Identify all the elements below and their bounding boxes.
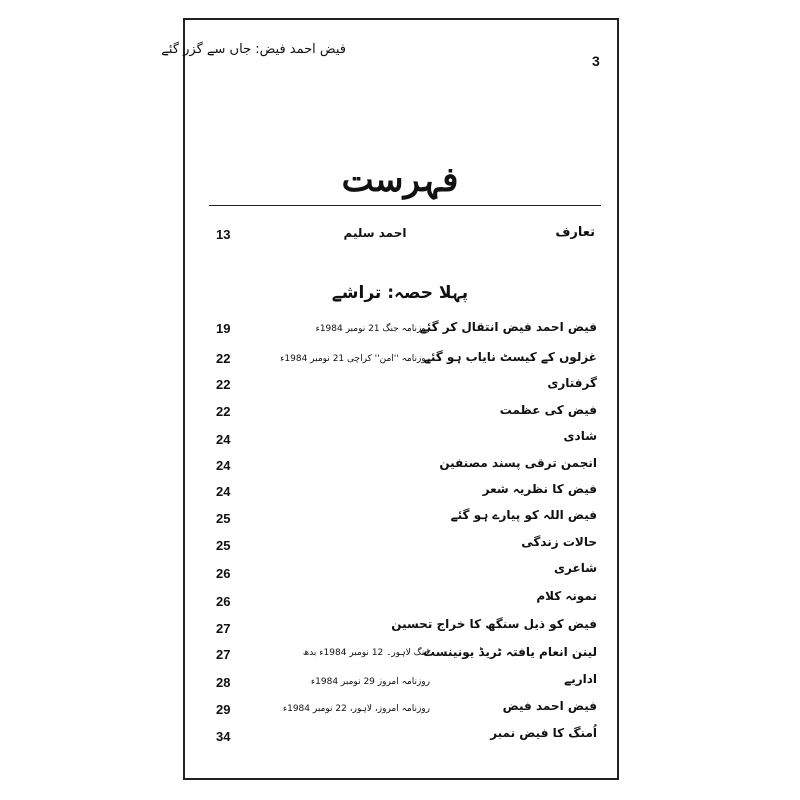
toc-entry-title: فیض کا نظریہ شعر <box>482 482 597 496</box>
toc-entry-title: فیض کی عظمت <box>499 403 597 417</box>
toc-entry-source: روزنامہ امروز، لاہور، 22 نومبر 1984ء <box>282 704 430 714</box>
toc-entry-page: 27 <box>216 621 231 636</box>
toc-entry-title: انجمن ترقی پسند مصنفین <box>439 456 597 470</box>
toc-entry-page: 28 <box>216 675 231 690</box>
toc-entry-page: 24 <box>216 484 231 499</box>
toc-entry-page: 26 <box>216 594 231 609</box>
section-heading: پہلا حصہ: تراشے <box>331 283 469 303</box>
running-title: فیض احمد فیض: جاں سے گزر گئے <box>161 42 346 57</box>
toc-intro-page: 13 <box>216 227 231 242</box>
toc-entry-page: 22 <box>216 377 231 392</box>
title-rule <box>209 205 601 206</box>
toc-entry-page: 29 <box>216 702 231 717</box>
toc-entry-title: شاعری <box>554 561 597 575</box>
toc-entry-page: 22 <box>216 404 231 419</box>
toc-entry-page: 19 <box>216 321 231 336</box>
toc-entry-title: اداریے <box>564 672 597 686</box>
toc-entry-title: گرفتاری <box>547 376 597 390</box>
toc-entry-title: غزلوں کے کیسٹ نایاب ہو گئے <box>423 350 597 364</box>
toc-entry-page: 27 <box>216 647 231 662</box>
toc-entry-source: روزنامہ امروز 29 نومبر 1984ء <box>310 677 430 687</box>
book-page <box>161 18 619 780</box>
toc-entry-page: 25 <box>216 511 231 526</box>
toc-entry-title: لینن انعام یافتہ ٹریڈ یونینسٹ <box>423 645 597 659</box>
toc-entry-title: حالات زندگی <box>521 535 597 549</box>
toc-entry-source: روزنامہ جنگ 21 نومبر 1984ء <box>315 324 430 334</box>
toc-entry-title: اُمنگ کا فیض نمبر <box>490 726 597 740</box>
toc-entry-title: فیض کو ذیل سنگھ کا خراج تحسین <box>391 617 597 631</box>
toc-entry-title: فیض احمد فیض <box>502 699 597 713</box>
toc-entry-title: فیض احمد فیض انتقال کر گئے <box>419 320 597 334</box>
toc-intro-author: احمد سلیم <box>343 226 407 240</box>
page-number: 3 <box>592 53 600 69</box>
toc-entry-page: 24 <box>216 458 231 473</box>
toc-title: فہرست <box>341 160 459 200</box>
toc-entry-source: جنگ لاہور۔ 12 نومبر 1984ء بدھ <box>302 648 430 658</box>
toc-entry-page: 25 <box>216 538 231 553</box>
toc-entry-title: شادی <box>563 429 597 443</box>
toc-entry-page: 24 <box>216 432 231 447</box>
toc-entry-page: 26 <box>216 566 231 581</box>
toc-entry-title: فیض اللہ کو پیارے ہو گئے <box>450 508 597 522</box>
toc-entry-page: 34 <box>216 729 231 744</box>
toc-entry-title: نمونہ کلام <box>536 589 597 603</box>
toc-entry-page: 22 <box>216 351 231 366</box>
toc-intro-title: تعارف <box>555 225 595 240</box>
toc-entry-source: روزنامہ ''امن'' کراچی 21 نومبر 1984ء <box>280 354 430 364</box>
